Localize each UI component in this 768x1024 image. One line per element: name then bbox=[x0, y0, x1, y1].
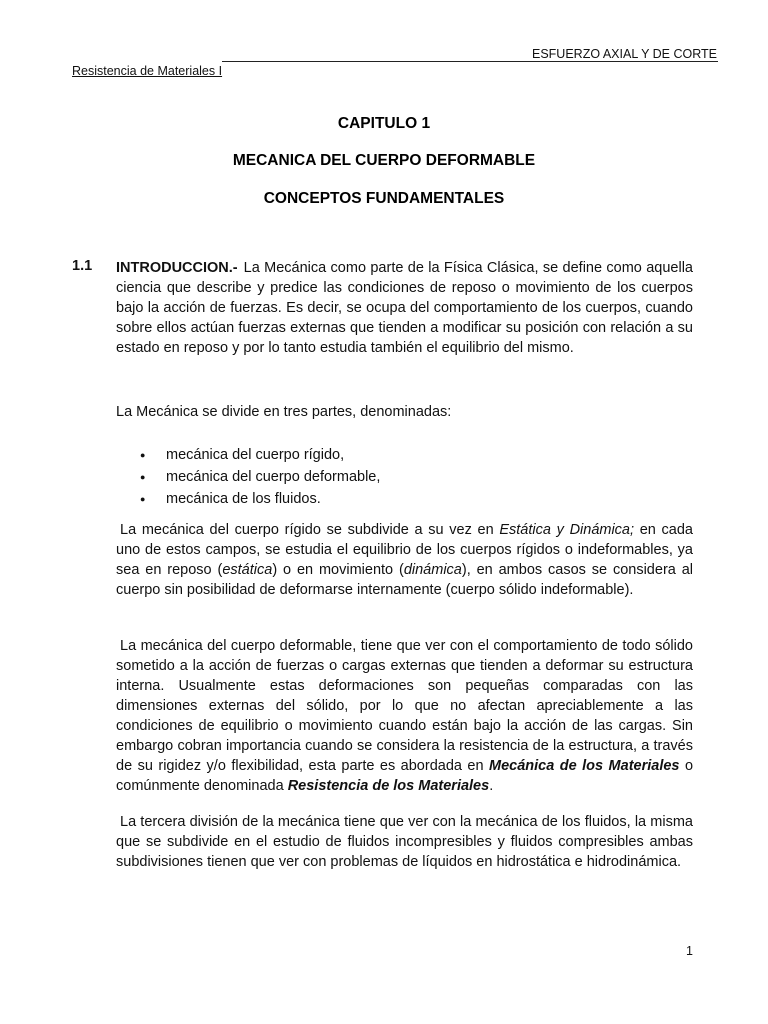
fluids-paragraph: La tercera división de la mecánica tiene que ver con la mecánica de los fluidos, la misma que se subdivide en el estudio de fluidos incompresibles y fluidos compresibles ambas subdivisiones tienen que ver con problemas de líquidos en hidrostática e hidrodinámica. bbox=[116, 814, 693, 870]
text-run: o comúnmente denominada bbox=[116, 758, 694, 794]
italic-run: estática bbox=[222, 562, 273, 578]
text-run: en cada uno de estos campos, se estudia el equilibrio de los cuerpos rígidos o indeformables, ya sea en reposo ( bbox=[116, 522, 693, 578]
bold-italic-run: Resistencia de los Materiales bbox=[287, 778, 490, 794]
intro-text: La Mecánica como parte de la Física Clásica, se define como aquella ciencia que describe y predice las condiciones de reposo o movimiento de los cuerpos bajo la acción de fuerzas. Es decir, se ocupa del comportamiento de los cuerpos, cuando sobre ellos actúan fuerzas externas que tienden a modificar su posición con relación a su estado en reposo y por lo tanto estudia también el equilibrio del mismo. bbox=[116, 260, 693, 356]
chapter-title: CAPITULO 1 bbox=[337, 115, 431, 132]
italic-run: Estática y Dinámica; bbox=[499, 522, 635, 538]
intro-paragraph bbox=[116, 258, 693, 358]
page-number: 1 bbox=[686, 944, 693, 958]
italic-run: dinámica bbox=[403, 562, 462, 578]
header-rule bbox=[222, 61, 718, 62]
section-heading: INTRODUCCION.- bbox=[116, 260, 238, 276]
list-item: ● mecánica de los fluidos. bbox=[140, 488, 380, 510]
text-run: ) o en movimiento ( bbox=[272, 562, 404, 578]
section-number: 1.1 bbox=[72, 258, 93, 274]
text-run: La mecánica del cuerpo deformable, tiene que ver con el comportamiento de todo sólido sometido a la acción de fuerzas o cargas externas que tienden a deformar su estructura interna. Usualmente estas deformaciones son pequeñas comparadas con las dimensiones externas del sólido, por lo que no afectan apreciablemente a las condiciones de equilibrio o movimiento cuando están bajo la acción de las cargas. Sin embargo cobran importancia cuando se considera la resistencia de la estructura, a través de su rigidez y/o flexibilidad, esta parte es abordada en bbox=[116, 638, 693, 774]
text-run: La mecánica del cuerpo rígido se subdivide a su vez en bbox=[120, 522, 500, 538]
division-sentence: La Mecánica se divide en tres partes, denominadas: bbox=[116, 404, 452, 420]
running-header-course: Resistencia de Materiales I bbox=[72, 64, 223, 78]
deformable-body-paragraph bbox=[116, 636, 693, 796]
text-run: . bbox=[489, 778, 494, 794]
chapter-concepts: CONCEPTOS FUNDAMENTALES bbox=[263, 190, 505, 207]
chapter-subject: MECANICA DEL CUERPO DEFORMABLE bbox=[232, 152, 536, 169]
text-run: ), en ambos casos se considera al cuerpo sin posibilidad de deformarse internamente (cuerpo sólido indeformable). bbox=[116, 562, 693, 598]
running-header-topic: ESFUERZO AXIAL Y DE CORTE bbox=[532, 47, 718, 61]
list-item: ● mecánica del cuerpo deformable, bbox=[140, 466, 380, 488]
rigid-body-paragraph bbox=[116, 520, 693, 600]
list-item: ● mecánica del cuerpo rígido, bbox=[140, 444, 380, 466]
mechanics-parts-list bbox=[140, 444, 380, 510]
bold-italic-run: Mecánica de los Materiales bbox=[489, 758, 680, 774]
